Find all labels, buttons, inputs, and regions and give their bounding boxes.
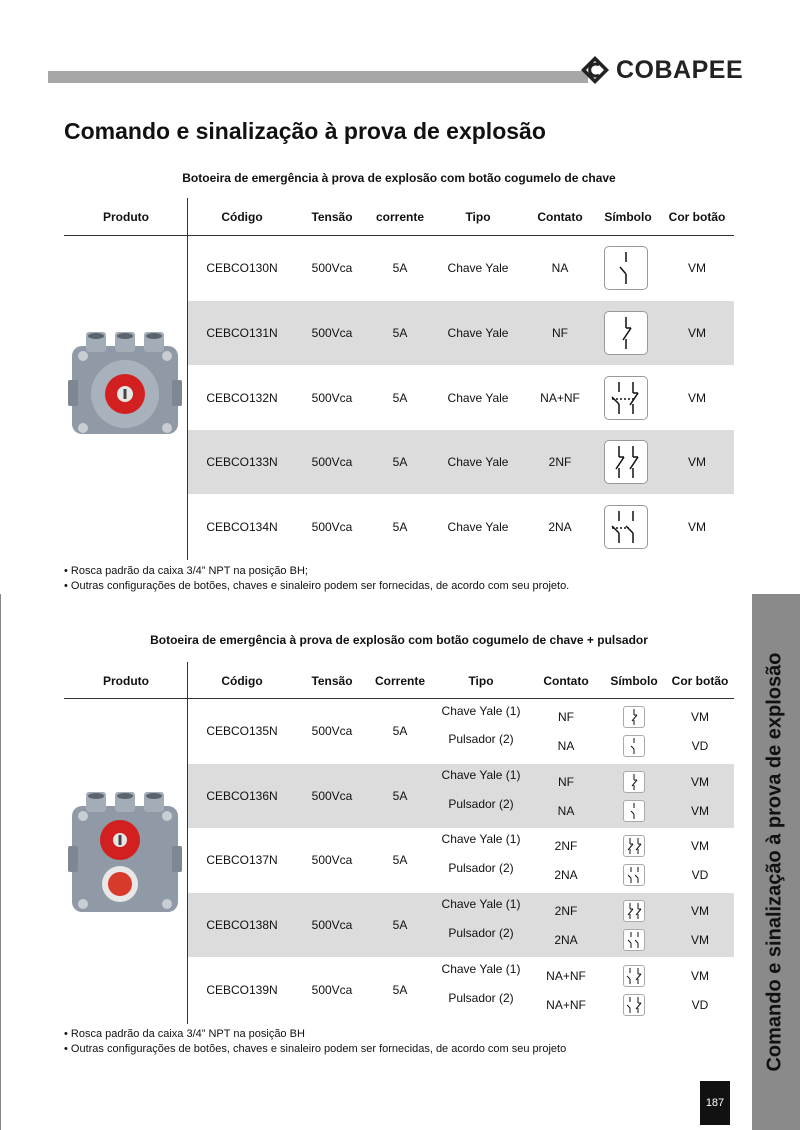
cell-tipo-1: Chave Yale (1) bbox=[441, 897, 521, 911]
cell-cor-2: VD bbox=[691, 739, 709, 753]
cell-tensao: 500Vca bbox=[311, 326, 353, 340]
col-codigo: Código bbox=[221, 210, 263, 224]
section2-table bbox=[64, 662, 734, 1024]
cell-contato: 2NA bbox=[548, 520, 572, 534]
cell-tipo-2: Pulsador (2) bbox=[448, 797, 514, 811]
2na-contact-symbol-icon bbox=[604, 505, 648, 549]
cell-tensao: 500Vca bbox=[311, 261, 353, 275]
2nf-contact-symbol-icon bbox=[623, 900, 645, 922]
cell-corrente: 5A bbox=[392, 724, 408, 738]
na-contact-symbol-icon bbox=[623, 800, 645, 822]
cell-contato-1: NF bbox=[558, 710, 574, 724]
col-cor: Cor botão bbox=[671, 674, 729, 688]
cell-tensao: 500Vca bbox=[311, 724, 353, 738]
header-bar bbox=[48, 71, 588, 83]
cell-corrente: 5A bbox=[392, 983, 408, 997]
cell-cor: VM bbox=[688, 455, 706, 469]
col-corrente: Corrente bbox=[374, 674, 426, 688]
col-simbolo: Símbolo bbox=[604, 210, 652, 224]
cell-contato-1: NA+NF bbox=[546, 969, 586, 983]
table-row bbox=[188, 699, 734, 763]
cell-contato-2: 2NA bbox=[554, 868, 578, 882]
cell-cor: VM bbox=[688, 326, 706, 340]
cell-corrente: 5A bbox=[392, 853, 408, 867]
cell-tipo: Chave Yale bbox=[447, 326, 509, 340]
cell-tipo: Chave Yale bbox=[447, 520, 509, 534]
cell-tipo-1: Chave Yale (1) bbox=[441, 962, 521, 976]
cell-codigo: CEBCO137N bbox=[206, 853, 278, 867]
section2-note: • Rosca padrão da caixa 3/4” NPT na posição BH bbox=[64, 1028, 305, 1040]
table-row bbox=[188, 366, 734, 430]
cell-cor-2: VD bbox=[691, 998, 709, 1012]
col-produto: Produto bbox=[103, 674, 149, 688]
na-nf-contact-symbol-icon bbox=[623, 994, 645, 1016]
section1-note: • Outras configurações de botões, chaves e sinaleiro podem ser fornecidas, de acordo com seu projeto. bbox=[64, 580, 570, 592]
cell-corrente: 5A bbox=[392, 326, 408, 340]
cell-cor-2: VM bbox=[691, 804, 709, 818]
cell-corrente: 5A bbox=[392, 918, 408, 932]
cell-contato-2: NA bbox=[557, 804, 575, 818]
cell-tipo: Chave Yale bbox=[447, 261, 509, 275]
cell-corrente: 5A bbox=[392, 520, 408, 534]
cell-tipo: Chave Yale bbox=[447, 391, 509, 405]
table-header bbox=[64, 198, 734, 234]
cell-tensao: 500Vca bbox=[311, 455, 353, 469]
cell-corrente: 5A bbox=[392, 789, 408, 803]
table-header bbox=[64, 662, 734, 698]
cell-codigo: CEBCO136N bbox=[206, 789, 278, 803]
cell-tipo-2: Pulsador (2) bbox=[448, 732, 514, 746]
nf-contact-symbol-icon bbox=[623, 706, 645, 728]
cell-cor-1: VM bbox=[691, 904, 709, 918]
cell-codigo: CEBCO133N bbox=[206, 455, 278, 469]
cell-tensao: 500Vca bbox=[311, 853, 353, 867]
table-row bbox=[188, 236, 734, 300]
cell-tipo-1: Chave Yale (1) bbox=[441, 704, 521, 718]
product-image-single-button bbox=[68, 330, 182, 448]
cell-tensao: 500Vca bbox=[311, 918, 353, 932]
na-contact-symbol-icon bbox=[604, 246, 648, 290]
cell-cor: VM bbox=[688, 391, 706, 405]
cell-contato-2: 2NA bbox=[554, 933, 578, 947]
section2-note: • Outras configurações de botões, chaves e sinaleiro podem ser fornecidas, de acordo com seu projeto bbox=[64, 1043, 567, 1055]
col-produto: Produto bbox=[103, 210, 149, 224]
section1-note: • Rosca padrão da caixa 3/4” NPT na posição BH; bbox=[64, 565, 308, 577]
cell-contato: 2NF bbox=[548, 455, 572, 469]
col-contato: Contato bbox=[537, 210, 583, 224]
section2-title: Botoeira de emergência à prova de explosão com botão cogumelo de chave + pulsador bbox=[150, 633, 648, 647]
cell-tipo-2: Pulsador (2) bbox=[448, 861, 514, 875]
table-row bbox=[188, 301, 734, 365]
cell-tensao: 500Vca bbox=[311, 983, 353, 997]
cell-contato-2: NA bbox=[557, 739, 575, 753]
cobapee-logo-icon bbox=[580, 55, 610, 85]
table-row bbox=[188, 828, 734, 892]
cell-cor-1: VM bbox=[691, 969, 709, 983]
na-nf-contact-symbol-icon bbox=[604, 376, 648, 420]
page-title: Comando e sinalização à prova de explosão bbox=[64, 118, 546, 144]
cell-cor-2: VM bbox=[691, 933, 709, 947]
col-tensao: Tensão bbox=[311, 210, 353, 224]
table-row bbox=[188, 764, 734, 828]
table-row bbox=[188, 495, 734, 559]
cell-cor: VM bbox=[688, 520, 706, 534]
cell-contato-1: 2NF bbox=[554, 904, 578, 918]
cell-corrente: 5A bbox=[392, 261, 408, 275]
cell-codigo: CEBCO131N bbox=[206, 326, 278, 340]
cell-contato-1: 2NF bbox=[554, 839, 578, 853]
cell-tipo-1: Chave Yale (1) bbox=[441, 832, 521, 846]
col-corrente: corrente bbox=[375, 210, 425, 224]
cell-contato: NF bbox=[552, 326, 568, 340]
cell-cor: VM bbox=[688, 261, 706, 275]
brand-name: COBAPEE bbox=[616, 55, 744, 84]
col-contato: Contato bbox=[543, 674, 589, 688]
na-nf-contact-symbol-icon bbox=[623, 965, 645, 987]
table-row bbox=[188, 958, 734, 1022]
table-row bbox=[188, 430, 734, 494]
cell-tipo-2: Pulsador (2) bbox=[448, 926, 514, 940]
page-number: 187 bbox=[700, 1081, 730, 1125]
cell-tipo: Chave Yale bbox=[447, 455, 509, 469]
cell-cor-1: VM bbox=[691, 775, 709, 789]
col-cor: Cor botão bbox=[668, 210, 726, 224]
cell-codigo: CEBCO138N bbox=[206, 918, 278, 932]
col-tipo: Tipo bbox=[468, 674, 494, 688]
cell-contato: NA bbox=[551, 261, 569, 275]
cell-codigo: CEBCO132N bbox=[206, 391, 278, 405]
cell-corrente: 5A bbox=[392, 391, 408, 405]
section1-title: Botoeira de emergência à prova de explosão com botão cogumelo de chave bbox=[182, 171, 616, 185]
col-tensao: Tensão bbox=[311, 674, 353, 688]
page-edge-line bbox=[0, 594, 1, 1130]
2na-contact-symbol-icon bbox=[623, 929, 645, 951]
section1-table bbox=[64, 198, 734, 560]
2na-contact-symbol-icon bbox=[623, 864, 645, 886]
cell-tensao: 500Vca bbox=[311, 789, 353, 803]
nf-contact-symbol-icon bbox=[604, 311, 648, 355]
col-tipo: Tipo bbox=[465, 210, 491, 224]
cell-codigo: CEBCO134N bbox=[206, 520, 278, 534]
cell-contato-2: NA+NF bbox=[546, 998, 586, 1012]
product-image-double-button bbox=[68, 790, 182, 922]
cell-codigo: CEBCO139N bbox=[206, 983, 278, 997]
nf-contact-symbol-icon bbox=[623, 771, 645, 793]
table-row bbox=[188, 893, 734, 957]
side-tab-label: Comando e sinalização à prova de explosão bbox=[763, 652, 786, 1072]
na-contact-symbol-icon bbox=[623, 735, 645, 757]
cell-tipo-2: Pulsador (2) bbox=[448, 991, 514, 1005]
brand-logo bbox=[580, 54, 743, 86]
cell-cor-1: VM bbox=[691, 839, 709, 853]
cell-tensao: 500Vca bbox=[311, 391, 353, 405]
col-codigo: Código bbox=[221, 674, 263, 688]
cell-corrente: 5A bbox=[392, 455, 408, 469]
cell-tensao: 500Vca bbox=[311, 520, 353, 534]
cell-codigo: CEBCO135N bbox=[206, 724, 278, 738]
2nf-contact-symbol-icon bbox=[623, 835, 645, 857]
cell-cor-1: VM bbox=[691, 710, 709, 724]
cell-contato: NA+NF bbox=[540, 391, 580, 405]
cell-contato-1: NF bbox=[558, 775, 574, 789]
cell-cor-2: VD bbox=[691, 868, 709, 882]
col-simbolo: Símbolo bbox=[610, 674, 658, 688]
2nf-contact-symbol-icon bbox=[604, 440, 648, 484]
cell-codigo: CEBCO130N bbox=[206, 261, 278, 275]
cell-tipo-1: Chave Yale (1) bbox=[441, 768, 521, 782]
